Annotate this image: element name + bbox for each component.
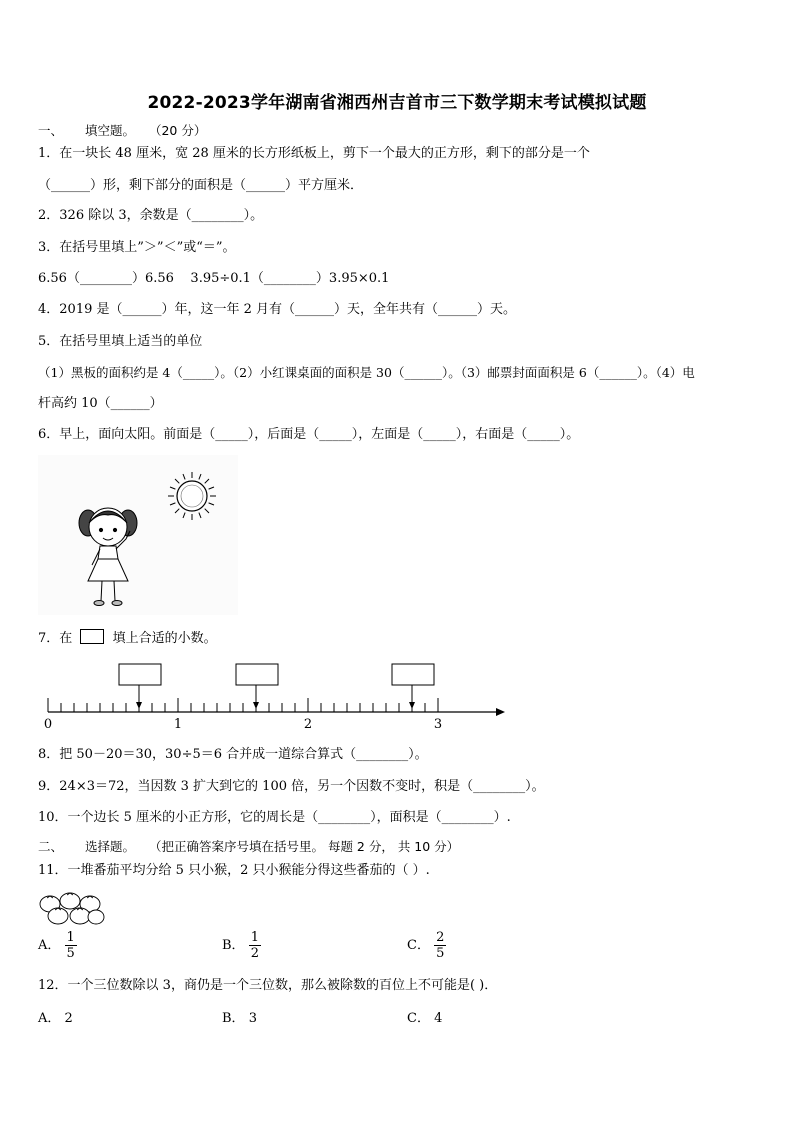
- down-arrow-icon: [409, 702, 415, 709]
- number-line-label: 3: [433, 717, 443, 732]
- question-10: 10．一个边长 5 厘米的小正方形，它的周长是（________），面积是（________）.: [38, 810, 511, 825]
- question-3-line-2: 6.56（________）6.56 3.95÷0.1（________）3.95×0.1: [38, 271, 390, 286]
- question-11-option-a[interactable]: [38, 930, 77, 961]
- fraction: [65, 930, 77, 961]
- section-1-header: [38, 121, 206, 139]
- down-arrow-icon: [136, 702, 142, 709]
- numerator: 1: [66, 930, 75, 945]
- answer-box[interactable]: [119, 664, 161, 685]
- question-11-stem: 11．一堆番茄平均分给 5 只小猴，2 只小猴能分得这些番茄的（ ）.: [38, 863, 430, 878]
- section-1-number: 一、: [38, 123, 64, 138]
- question-1-line-2: （______）形，剩下部分的面积是（______）平方厘米．: [38, 178, 364, 193]
- number-line-label: 2: [303, 717, 313, 732]
- section-2-note: （把正确答案序号填在括号里。 每题 2 分， 共 10 分）: [148, 839, 460, 854]
- option-letter: B．: [222, 1011, 245, 1026]
- section-2-number: 二、: [38, 839, 64, 854]
- answer-box[interactable]: [236, 664, 278, 685]
- option-letter: A．: [38, 1011, 61, 1026]
- question-5-line-1: 5．在括号里填上适当的单位: [38, 334, 203, 349]
- question-9: 9．24×3＝72，当因数 3 扩大到它的 100 倍，另一个因数不变时，积是（________）。: [38, 779, 545, 794]
- question-3-line-1: 3．在括号里填上”＞”＜”或“＝”。: [38, 240, 236, 255]
- section-2-label: 选择题。: [84, 839, 135, 854]
- section-1-score: （20 分）: [148, 123, 207, 138]
- number-line-arrow-icon: [496, 708, 505, 716]
- option-value: 3: [248, 1011, 257, 1026]
- number-line-label: 1: [173, 717, 183, 732]
- number-line: [38, 658, 508, 738]
- numerator: 2: [436, 930, 445, 945]
- question-11-option-c[interactable]: [407, 930, 446, 961]
- number-line-label: 0: [43, 717, 53, 732]
- question-4: 4．2019 是（______）年，这一年 2 月有（______）天，全年共有（______）天。: [38, 302, 517, 317]
- question-6: 6．早上，面向太阳。前面是（_____），后面是（_____），左面是（_____），右面是（_____）。: [38, 427, 580, 442]
- question-7-prefix: 7．在: [38, 631, 73, 646]
- option-value: 2: [64, 1011, 73, 1026]
- fraction: [434, 930, 446, 961]
- option-letter: C．: [407, 938, 430, 953]
- option-letter: A．: [38, 938, 61, 953]
- girl-facing-sun-illustration: [38, 455, 238, 615]
- question-1-line-1: 1．在一块长 48 厘米，宽 28 厘米的长方形纸板上，剪下一个最大的正方形，剩下的部分是一个: [38, 146, 590, 161]
- option-letter: C．: [407, 1011, 430, 1026]
- question-11-option-b[interactable]: [222, 930, 261, 961]
- page-title: 2022-2023学年湖南省湘西州吉首市三下数学期末考试模拟试题: [147, 93, 647, 113]
- question-7: [38, 629, 217, 647]
- numerator: 1: [250, 930, 259, 945]
- question-7-suffix: 填上合适的小数。: [112, 631, 217, 646]
- question-2: 2．326 除以 3，余数是（________）。: [38, 208, 264, 223]
- denominator: 2: [250, 946, 259, 961]
- section-2-header: [38, 837, 459, 855]
- question-12-option-a[interactable]: [38, 1011, 73, 1027]
- fraction: [249, 930, 261, 961]
- denominator: 5: [66, 946, 75, 961]
- down-arrow-icon: [253, 702, 259, 709]
- answer-box[interactable]: [392, 664, 434, 685]
- option-value: 4: [434, 1011, 443, 1026]
- blank-box-icon: [80, 629, 104, 644]
- question-8: 8．把 50－20＝30，30÷5＝6 合并成一道综合算式（________）。: [38, 747, 428, 762]
- tomato-pile-icon: [36, 890, 106, 926]
- question-12-option-c[interactable]: [407, 1011, 442, 1027]
- question-12-option-b[interactable]: [222, 1011, 257, 1027]
- section-1-label: 填空题。: [84, 123, 135, 138]
- option-letter: B．: [222, 938, 245, 953]
- question-12-stem: 12．一个三位数除以 3，商仍是一个三位数，那么被除数的百位上不可能是( )．: [38, 978, 498, 993]
- question-5-line-2: （1）黑板的面积约是 4（_____）。（2）小红课桌面的面积是 30（______）。（3）邮票封面面积是 6（______）。（4）电: [38, 365, 695, 380]
- denominator: 5: [436, 946, 445, 961]
- question-5-line-3: 杆高约 10（______）: [38, 396, 163, 411]
